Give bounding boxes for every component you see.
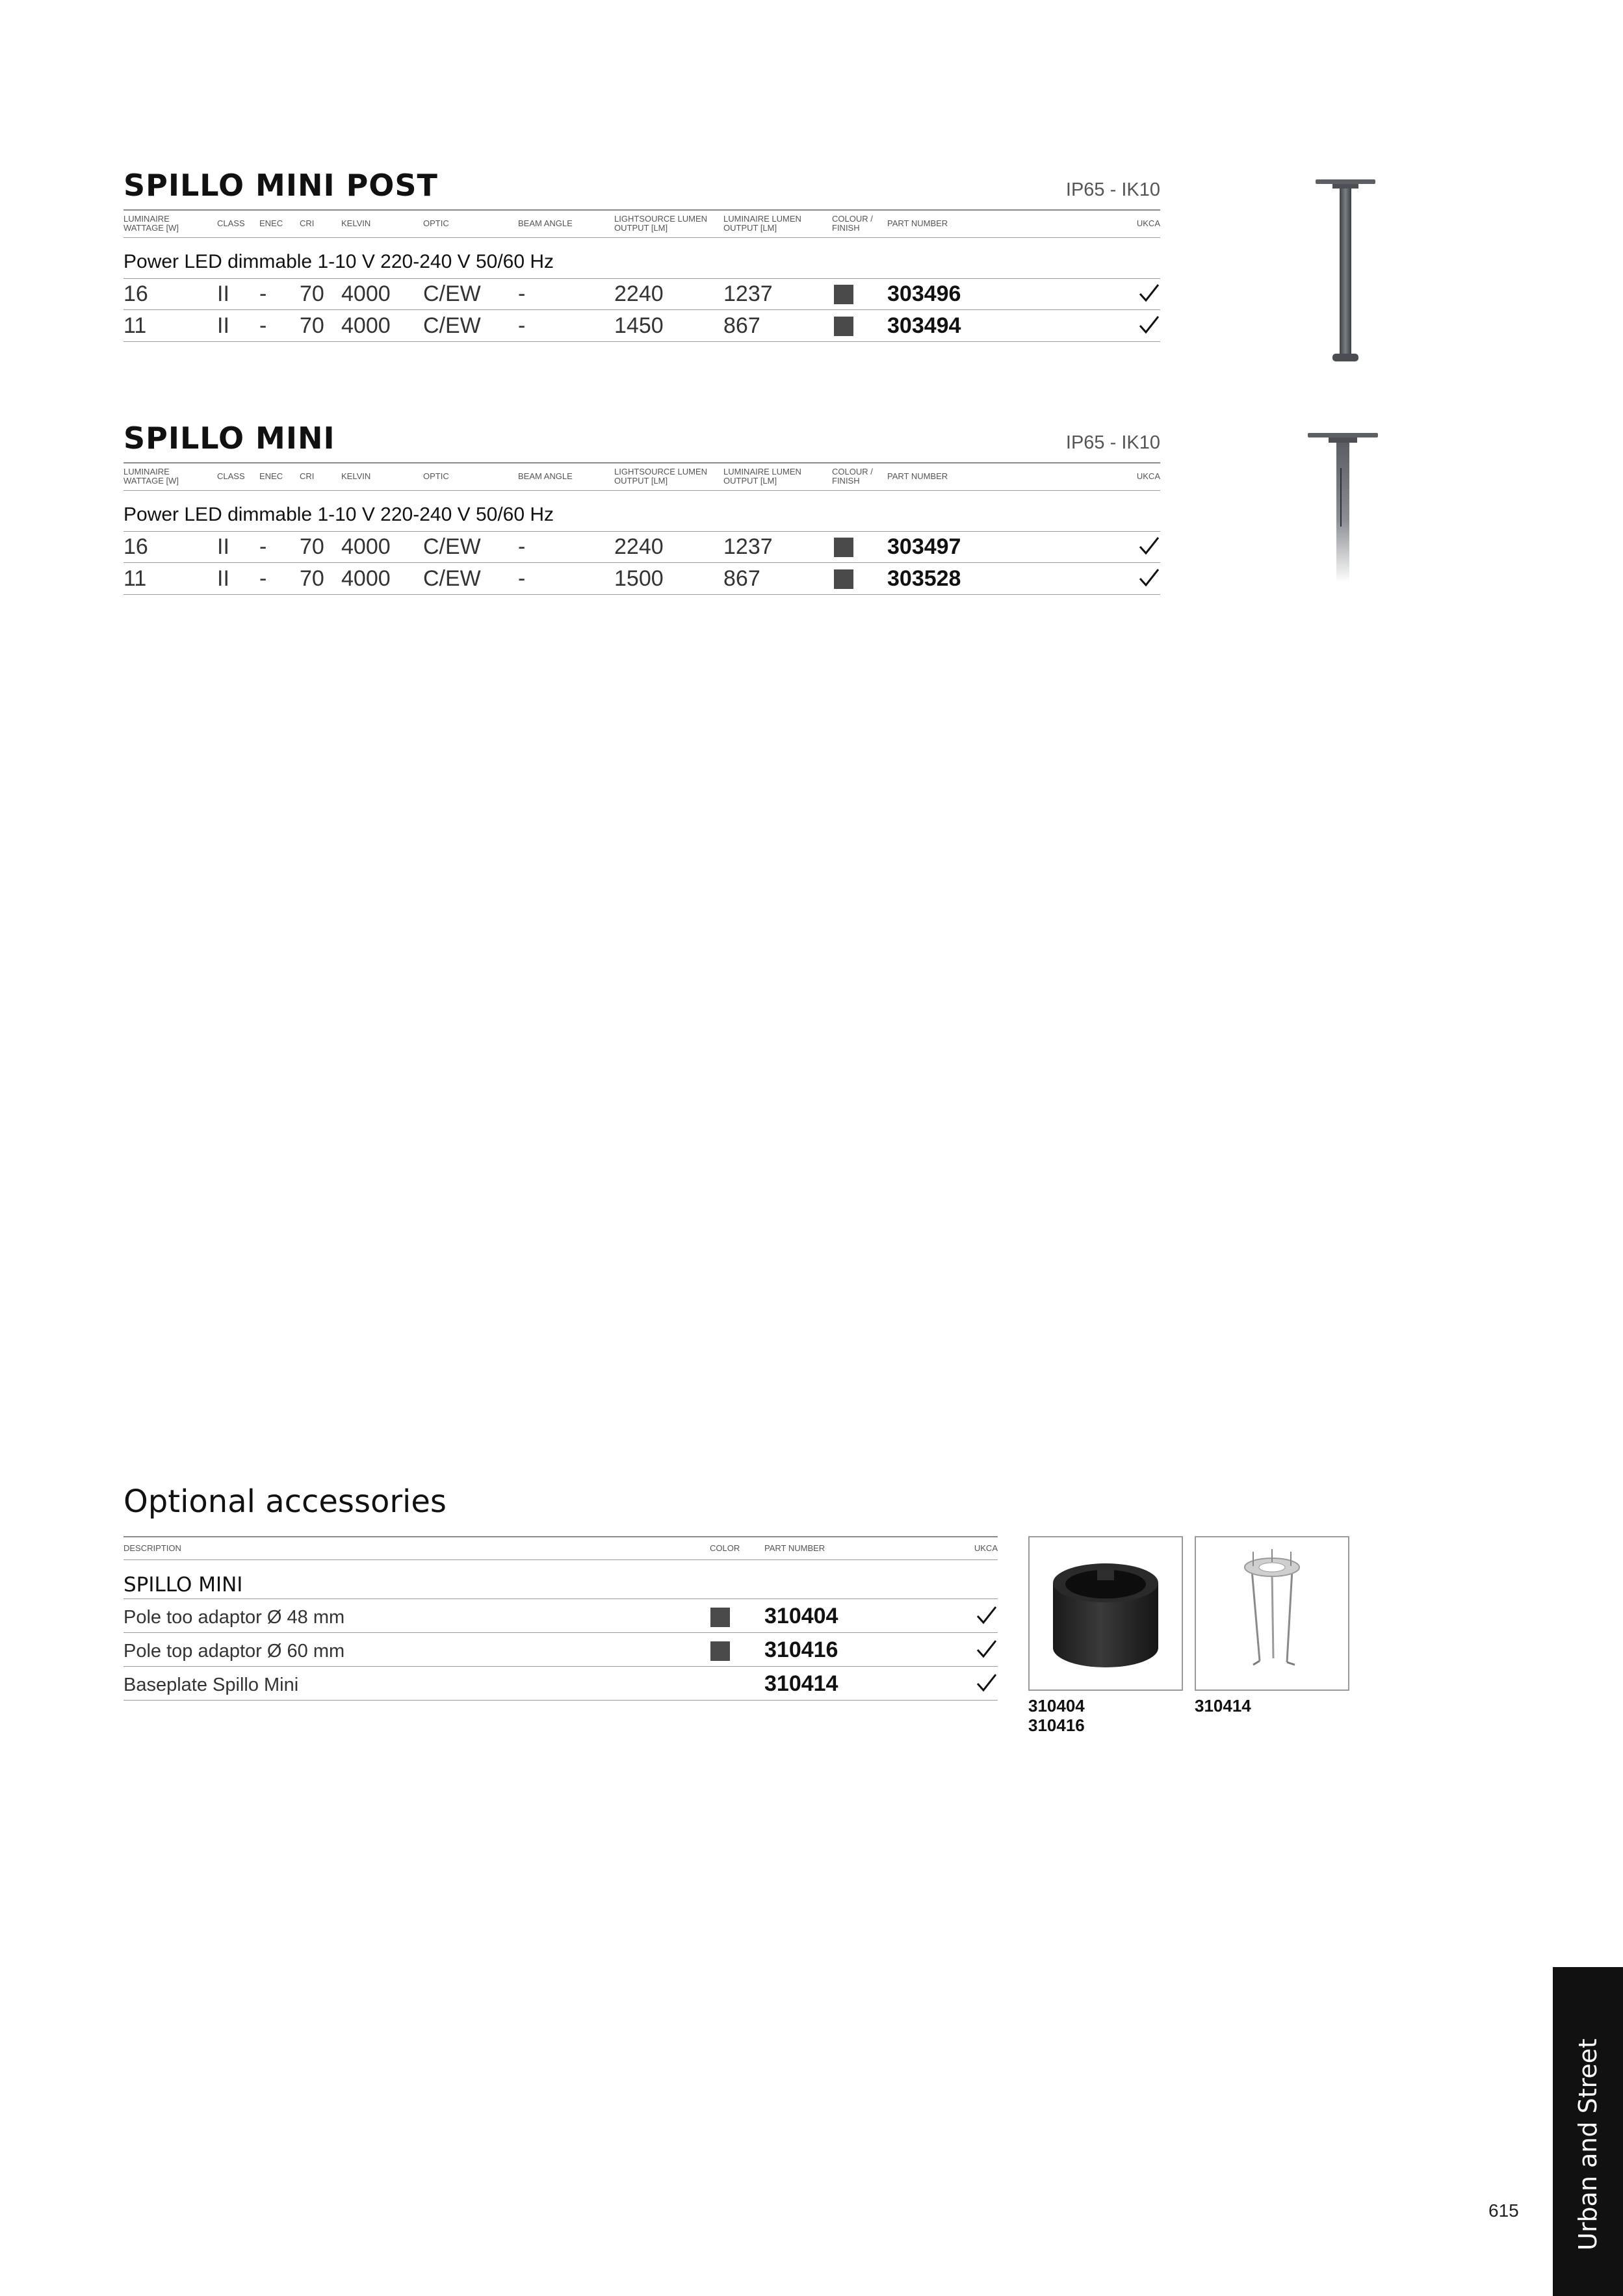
- row-rule: [123, 562, 1160, 563]
- colour-swatch: [834, 569, 853, 589]
- pole-adaptor-picture: [1030, 1537, 1182, 1689]
- cell-lightsource-lumen: 1500: [614, 566, 664, 591]
- group-label: Power LED dimmable 1-10 V 220-240 V 50/60 Hz: [123, 251, 554, 272]
- col-header-luminaire-lumen: LUMINAIRE LUMEN OUTPUT [LM]: [723, 214, 801, 233]
- cell-lightsource-lumen: 1450: [614, 313, 664, 338]
- row-rule: [123, 594, 1160, 595]
- ip-rating: IP65 - IK10: [1065, 179, 1160, 200]
- section-side-tab[interactable]: [1553, 1967, 1623, 2296]
- cell-enec: -: [259, 313, 267, 338]
- col-header-cri: CRI: [300, 218, 315, 228]
- col-header-wattage: LUMINAIRE WATTAGE [W]: [123, 214, 179, 233]
- image-caption: 310404 310416: [1028, 1696, 1085, 1735]
- cell-class: II: [217, 281, 229, 306]
- pole-adaptor-image: [1028, 1536, 1183, 1691]
- row-rule: [123, 309, 1160, 310]
- table-top-rule: [123, 462, 1160, 463]
- group-rule: [123, 531, 1160, 532]
- cell-kelvin: 4000: [341, 281, 391, 306]
- cell-part-number: 303496: [887, 281, 961, 306]
- group-label: SPILLO MINI: [123, 1573, 243, 1597]
- cell-luminaire-lumen: 1237: [723, 534, 773, 559]
- cell-wattage: 11: [123, 566, 147, 591]
- row-rule: [123, 1666, 998, 1667]
- cell-luminaire-lumen: 867: [723, 566, 760, 591]
- cell-beam-angle: -: [518, 281, 526, 306]
- col-header-cri: CRI: [300, 471, 315, 481]
- cell-enec: -: [259, 566, 267, 591]
- cell-cri: 70: [300, 281, 324, 306]
- col-header-optic: OPTIC: [423, 218, 449, 228]
- row-rule: [123, 341, 1160, 342]
- cell-optic: C/EW: [423, 281, 481, 306]
- cell-class: II: [217, 566, 229, 591]
- check-icon: [1138, 282, 1160, 304]
- cell-beam-angle: -: [518, 313, 526, 338]
- col-header-part-number: PART NUMBER: [887, 471, 948, 481]
- cell-cri: 70: [300, 313, 324, 338]
- cell-part-number: 303528: [887, 566, 961, 591]
- check-icon: [976, 1672, 998, 1694]
- cell-enec: -: [259, 534, 267, 559]
- col-header-ukca: UKCA: [1136, 218, 1160, 228]
- cell-optic: C/EW: [423, 534, 481, 559]
- cell-part-number: 303494: [887, 313, 961, 338]
- col-header-class: CLASS: [217, 218, 245, 228]
- col-header-color: COLOR: [710, 1543, 740, 1553]
- cell-class: II: [217, 534, 229, 559]
- cell-description: Pole too adaptor Ø 48 mm: [123, 1607, 345, 1628]
- cell-part-number: 310404: [764, 1604, 838, 1628]
- check-icon: [1138, 314, 1160, 336]
- colour-swatch: [834, 538, 853, 557]
- side-tab-label: Urban and Street: [1574, 2038, 1602, 2250]
- col-header-kelvin: KELVIN: [341, 218, 371, 228]
- col-header-wattage: LUMINAIRE WATTAGE [W]: [123, 467, 179, 486]
- cell-optic: C/EW: [423, 313, 481, 338]
- cell-cri: 70: [300, 566, 324, 591]
- col-header-enec: ENEC: [259, 218, 283, 228]
- col-header-class: CLASS: [217, 471, 245, 481]
- cell-wattage: 16: [123, 534, 148, 559]
- image-caption: 310414: [1195, 1696, 1251, 1715]
- spillo-mini-image: [1300, 429, 1384, 585]
- check-icon: [976, 1638, 998, 1660]
- col-header-beam-angle: BEAM ANGLE: [518, 471, 573, 481]
- baseplate-image: [1195, 1536, 1349, 1691]
- cell-part-number: 303497: [887, 534, 961, 559]
- col-header-ukca: UKCA: [974, 1543, 998, 1553]
- product-title: SPILLO MINI: [123, 421, 335, 456]
- col-header-luminaire-lumen: LUMINAIRE LUMEN OUTPUT [LM]: [723, 467, 801, 486]
- product-title: SPILLO MINI POST: [123, 168, 438, 203]
- col-header-colour: COLOUR / FINISH: [832, 467, 873, 486]
- cell-beam-angle: -: [518, 534, 526, 559]
- header-rule: [123, 237, 1160, 238]
- check-icon: [1138, 535, 1160, 557]
- cell-optic: C/EW: [423, 566, 481, 591]
- cell-luminaire-lumen: 1237: [723, 281, 773, 306]
- colour-swatch: [834, 285, 853, 304]
- cell-kelvin: 4000: [341, 566, 391, 591]
- ip-rating: IP65 - IK10: [1065, 432, 1160, 453]
- header-rule: [123, 1559, 998, 1560]
- table-top-rule: [123, 209, 1160, 211]
- col-header-description: DESCRIPTION: [123, 1543, 181, 1553]
- cell-part-number: 310414: [764, 1671, 838, 1696]
- row-rule: [123, 1632, 998, 1633]
- cell-wattage: 11: [123, 313, 147, 338]
- col-header-ukca: UKCA: [1136, 471, 1160, 481]
- cell-description: Baseplate Spillo Mini: [123, 1675, 299, 1695]
- col-header-kelvin: KELVIN: [341, 471, 371, 481]
- group-rule: [123, 1598, 998, 1599]
- col-header-beam-angle: BEAM ANGLE: [518, 218, 573, 228]
- check-icon: [976, 1604, 998, 1626]
- cell-beam-angle: -: [518, 566, 526, 591]
- cell-class: II: [217, 313, 229, 338]
- col-header-enec: ENEC: [259, 471, 283, 481]
- col-header-lightsource-lumen: LIGHTSOURCE LUMEN OUTPUT [LM]: [614, 214, 708, 233]
- col-header-colour: COLOUR / FINISH: [832, 214, 873, 233]
- col-header-optic: OPTIC: [423, 471, 449, 481]
- col-header-lightsource-lumen: LIGHTSOURCE LUMEN OUTPUT [LM]: [614, 467, 708, 486]
- cell-lightsource-lumen: 2240: [614, 534, 664, 559]
- spillo-mini-post-image: [1306, 176, 1384, 371]
- cell-luminaire-lumen: 867: [723, 313, 760, 338]
- cell-wattage: 16: [123, 281, 148, 306]
- cell-kelvin: 4000: [341, 534, 391, 559]
- accessories-title: Optional accessories: [123, 1483, 447, 1520]
- colour-swatch: [710, 1608, 730, 1627]
- cell-description: Pole top adaptor Ø 60 mm: [123, 1641, 345, 1662]
- baseplate-picture: [1196, 1537, 1348, 1689]
- col-header-part-number: PART NUMBER: [764, 1543, 825, 1553]
- cell-lightsource-lumen: 2240: [614, 281, 664, 306]
- cell-enec: -: [259, 281, 267, 306]
- group-rule: [123, 278, 1160, 279]
- header-rule: [123, 490, 1160, 491]
- cell-part-number: 310416: [764, 1637, 838, 1662]
- colour-swatch: [834, 317, 853, 336]
- table-top-rule: [123, 1536, 998, 1537]
- colour-swatch: [710, 1641, 730, 1661]
- cell-kelvin: 4000: [341, 313, 391, 338]
- page-number: 615: [1488, 2200, 1519, 2221]
- col-header-part-number: PART NUMBER: [887, 218, 948, 228]
- check-icon: [1138, 567, 1160, 589]
- group-label: Power LED dimmable 1-10 V 220-240 V 50/60 Hz: [123, 504, 554, 525]
- cell-cri: 70: [300, 534, 324, 559]
- row-rule: [123, 1700, 998, 1701]
